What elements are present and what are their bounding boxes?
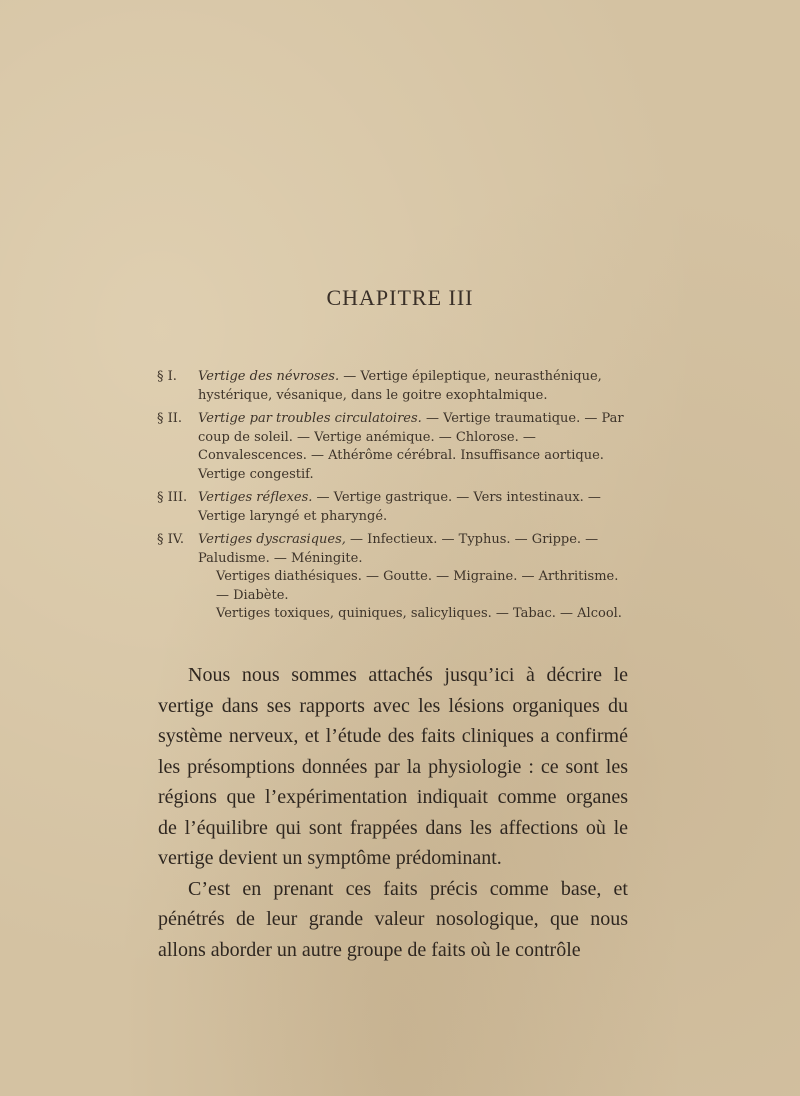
section-number: § I.: [157, 369, 177, 384]
paragraph: C’est en prenant ces faits précis comme base, et pénétrés de leur grande valeur nosologique, que nous allons aborder un autre groupe de faits où le contrôle: [158, 877, 628, 961]
section-text: — Vertige épileptique, neurasthénique, hystérique, vésanique, dans le goitre exophtalmique.: [198, 369, 602, 403]
summary-subentry: Vertiges toxiques, quiniques, salicyliques. — Tabac. — Alcool.: [216, 606, 622, 621]
section-title: Vertiges réflexes.: [198, 490, 313, 505]
body-text: [158, 660, 628, 965]
summary-subentry: Vertiges diathésiques. — Goutte. — Migraine. — Arthritisme. — Diabète.: [216, 569, 619, 603]
summary-entry-4: [150, 531, 635, 624]
section-title: Vertige des névroses.: [198, 369, 340, 384]
summary-entry-2: [150, 410, 635, 484]
section-number: § II.: [157, 411, 183, 426]
summary-entry-3: [150, 489, 635, 526]
section-number: § III.: [157, 490, 188, 505]
section-text: — Infectieux. — Typhus. — Grippe. — Paludisme. — Méningite.: [198, 532, 599, 566]
section-number: § IV.: [157, 532, 185, 547]
summary-entry-1: [150, 368, 635, 405]
section-title: Vertiges dyscrasiques,: [198, 532, 346, 547]
section-text: — Vertige traumatique. — Par coup de soleil. — Vertige anémique. — Chlorose. — Convalescences. — Athérôme cérébral. Insuffisance aortique. Vertige congestif.: [198, 411, 624, 482]
chapter-summary: [150, 368, 635, 629]
section-title: Vertige par troubles circulatoires.: [198, 411, 422, 426]
paragraph: Nous nous sommes attachés jusqu’ici à décrire le vertige dans ses rapports avec les lésions organiques du système nerveux, et l’étude des faits cliniques a confirmé les présomptions données par la physiologie : ce sont les régions que l’expérimentation indiquait comme organes de l’équilibre qui sont frappées dans les affections où le vertige devient un symptôme prédominant.: [158, 664, 628, 869]
section-text: — Vertige gastrique. — Vers intestinaux. — Vertige laryngé et pharyngé.: [198, 490, 601, 524]
chapter-title: CHAPITRE III: [326, 285, 474, 310]
